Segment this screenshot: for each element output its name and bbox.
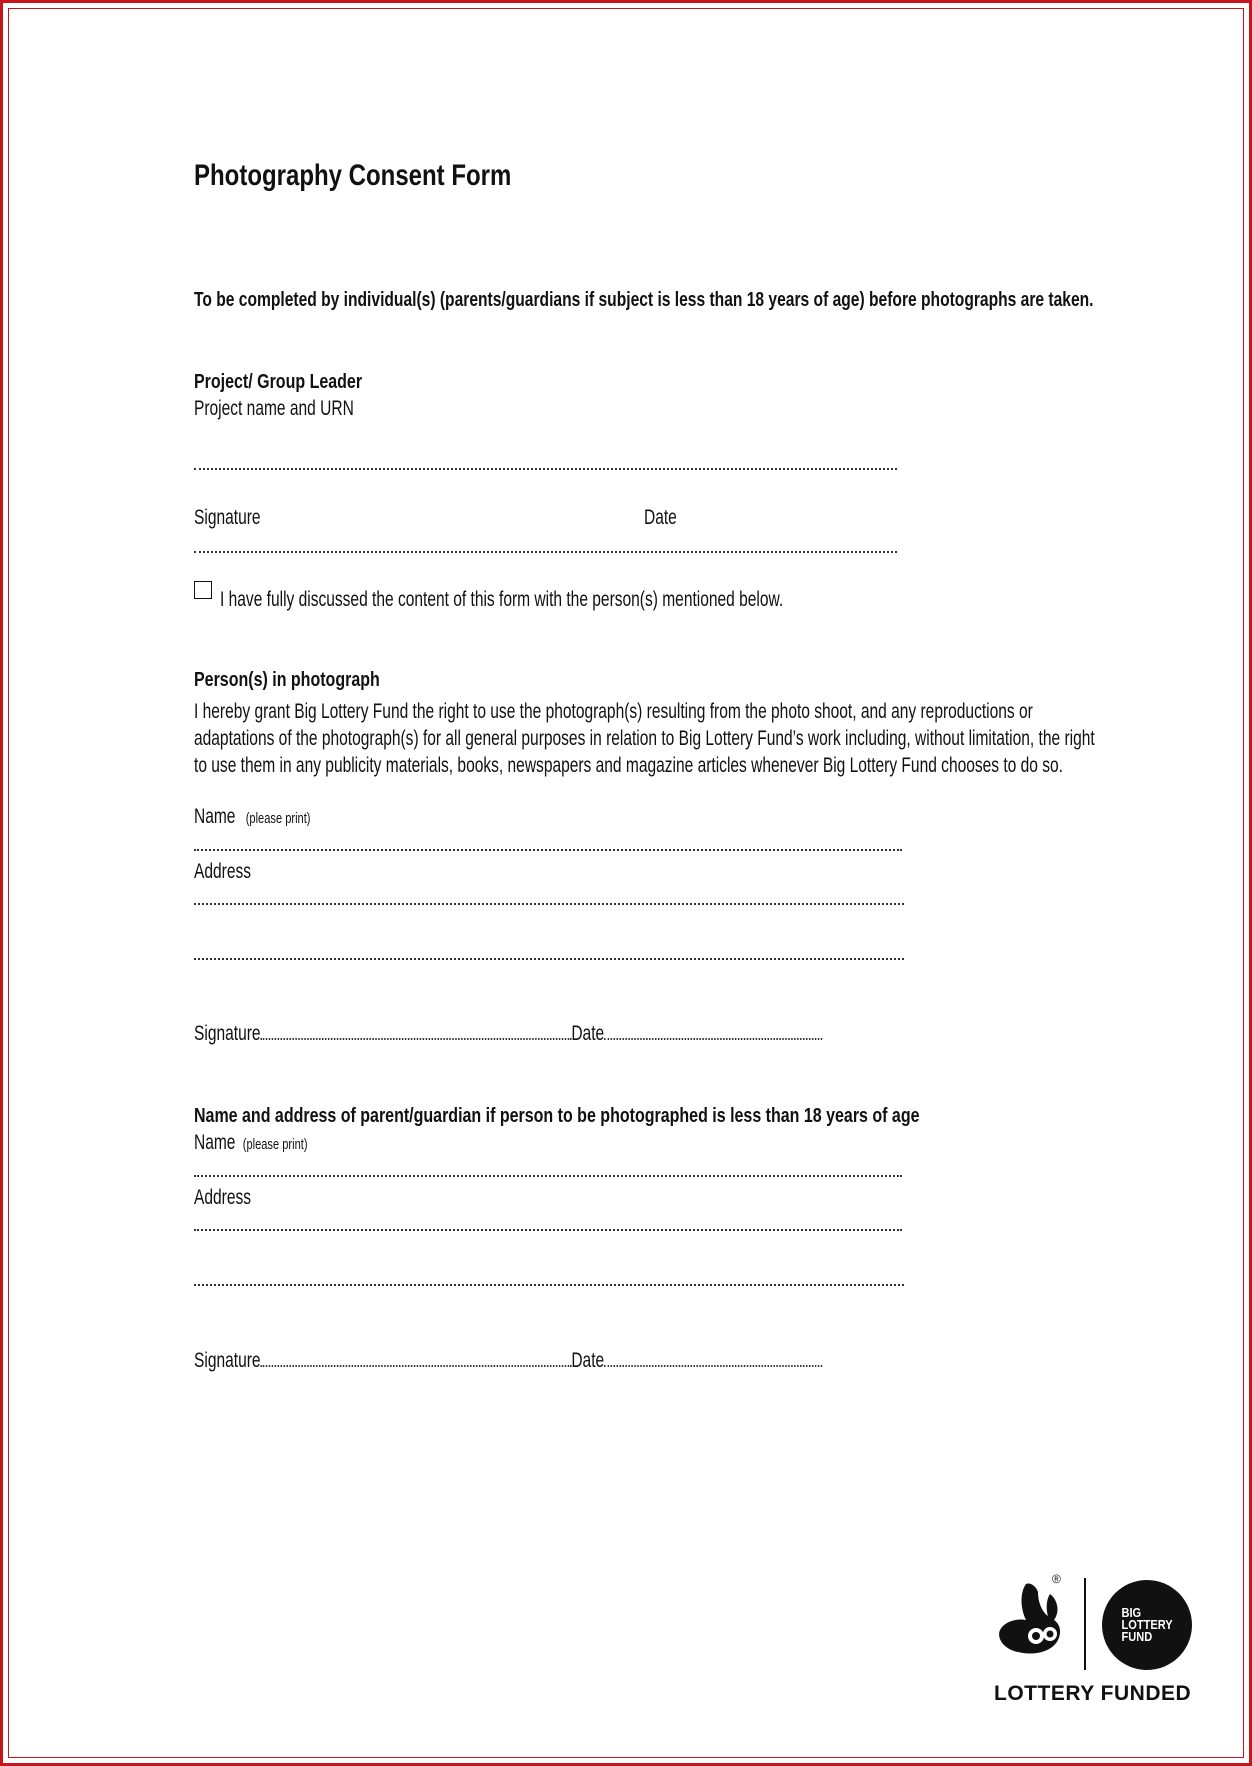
logo-divider bbox=[1084, 1578, 1086, 1670]
person-date-label: Date bbox=[571, 1022, 605, 1045]
consent-paragraph-line: I hereby grant Big Lottery Fund the right to use the photograph(s) resulting from the photo shoot, and any reproductions or bbox=[194, 700, 1033, 723]
consent-paragraph-line: to use them in any publicity materials, books, newspapers and magazine articles whenever Big Lottery Fund chooses to do so. bbox=[194, 754, 1063, 777]
person-name-hint: (please print) bbox=[245, 810, 311, 827]
person-heading: Person(s) in photograph bbox=[194, 669, 380, 691]
leader-date-label: Date bbox=[644, 506, 677, 529]
project-name-label: Project name and URN bbox=[194, 397, 354, 420]
discussed-checkbox[interactable] bbox=[194, 581, 212, 599]
discussed-checkbox-label: I have fully discussed the content of this form with the person(s) mentioned below. bbox=[220, 588, 784, 611]
guardian-name-label bbox=[194, 1131, 308, 1155]
person-address-field-2[interactable] bbox=[194, 958, 904, 960]
person-signature-field[interactable] bbox=[261, 1037, 572, 1040]
lottery-funded-logo bbox=[990, 1570, 1200, 1710]
person-signature-row bbox=[194, 1022, 822, 1046]
crossed-fingers-icon bbox=[990, 1578, 1080, 1678]
seal-text: BIG LOTTERY FUND bbox=[1121, 1605, 1173, 1644]
person-address-label: Address bbox=[194, 860, 252, 883]
person-address-field-1[interactable] bbox=[194, 903, 904, 905]
page-title: Photography Consent Form bbox=[194, 159, 512, 192]
guardian-signature-field[interactable] bbox=[261, 1364, 572, 1367]
guardian-address-field-1[interactable] bbox=[194, 1229, 902, 1231]
lottery-funded-text: LOTTERY FUNDED bbox=[994, 1682, 1192, 1705]
guardian-name-label-text: Name bbox=[194, 1131, 236, 1154]
guardian-signature-label: Signature bbox=[194, 1349, 261, 1372]
intro-instructions: To be completed by individual(s) (parents/guardians if subject is less than 18 years of age) before photographs are taken. bbox=[194, 289, 1094, 311]
project-name-field[interactable] bbox=[194, 468, 897, 470]
consent-paragraph bbox=[194, 698, 1156, 779]
guardian-address-label: Address bbox=[194, 1186, 252, 1209]
person-signature-label: Signature bbox=[194, 1022, 261, 1045]
person-name-field[interactable] bbox=[194, 849, 902, 851]
guardian-date-field[interactable] bbox=[604, 1364, 822, 1367]
person-name-label bbox=[194, 805, 310, 829]
leader-signature-label: Signature bbox=[194, 506, 261, 529]
guardian-name-field[interactable] bbox=[194, 1175, 902, 1177]
leader-signature-date-field[interactable] bbox=[194, 551, 897, 553]
guardian-heading: Name and address of parent/guardian if person to be photographed is less than 18 years of age bbox=[194, 1105, 920, 1127]
person-date-field[interactable] bbox=[604, 1037, 822, 1040]
registered-mark: ® bbox=[1052, 1572, 1061, 1586]
big-lottery-fund-seal bbox=[1102, 1580, 1192, 1670]
guardian-signature-row bbox=[194, 1349, 822, 1373]
person-name-label-text: Name bbox=[194, 805, 236, 828]
guardian-date-label: Date bbox=[571, 1349, 605, 1372]
consent-paragraph-line: adaptations of the photograph(s) for all general purposes in relation to Big Lottery Fund’s work including, without limitation, the right bbox=[194, 727, 1095, 750]
guardian-name-hint: (please print) bbox=[242, 1136, 308, 1153]
guardian-address-field-2[interactable] bbox=[194, 1284, 904, 1286]
leader-heading: Project/ Group Leader bbox=[194, 371, 363, 393]
